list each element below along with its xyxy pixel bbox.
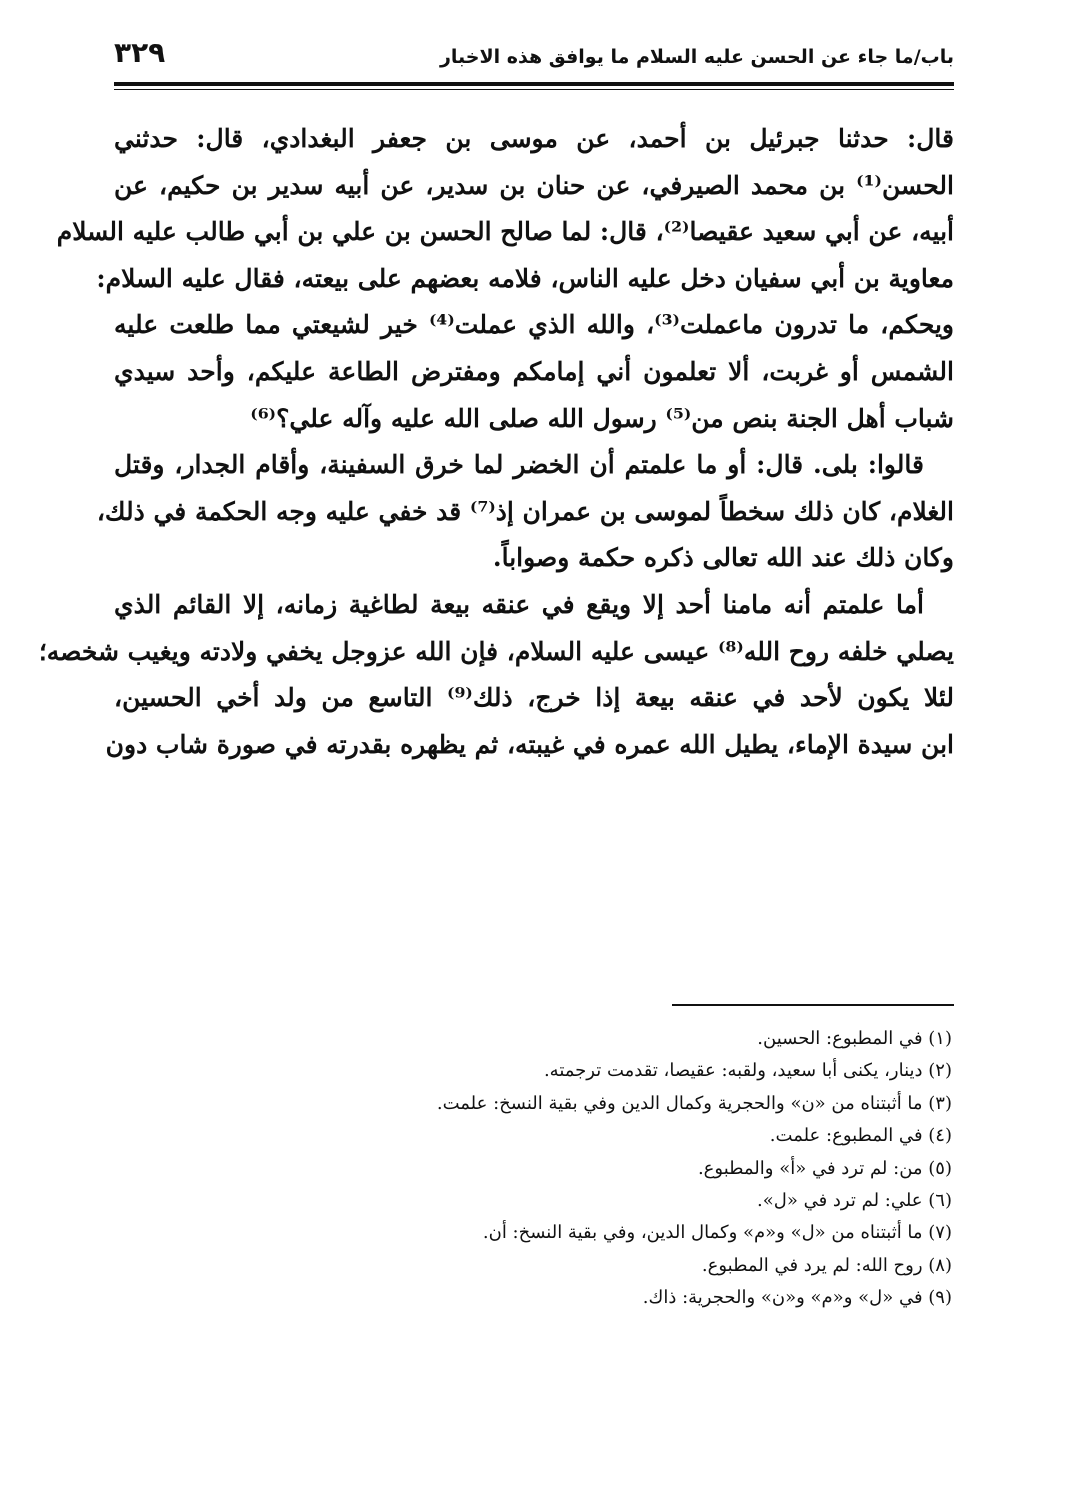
main-text xyxy=(38,116,955,768)
text-line: شباب أهل الجنة بنص من⁽⁵⁾ رسول الله صلى الله عليه وآله علي؟⁽⁶⁾ xyxy=(250,403,954,433)
footnote: (٩) في «ل» و«م» و«ن» والحجرية: ذاك. xyxy=(642,1287,952,1309)
paragraph-1 xyxy=(56,116,954,442)
text-line: قال: حدثنا جبرئيل بن أحمد، عن موسى بن جعفر البغدادي، قال: حدثني xyxy=(114,124,954,153)
text-line: ابن سيدة الإماء، يطيل الله عمره في غيبته، ثم يظهره بقدرته في صورة شاب دون xyxy=(105,729,954,759)
footnote: (٣) ما أثبتناه من «ن» والحجرية وكمال الدين وفي بقية النسخ: علمت. xyxy=(436,1092,952,1114)
text-line: وكان ذلك عند الله تعالى ذكره حكمة وصواباً. xyxy=(492,543,954,573)
text-line: ويحكم، ما تدرون ماعملت⁽³⁾، والله الذي عملت⁽⁴⁾ خير لشيعتي مما طلعت عليه xyxy=(114,310,954,340)
text-line: يصلي خلفه روح الله⁽⁸⁾ عيسى عليه السلام، فإن الله عزوجل يخفي ولادته ويغيب شخصه؛ xyxy=(38,636,954,666)
footnote: (٥) من: لم ترد في «أ» والمطبوع. xyxy=(697,1157,952,1179)
running-title: باب/ما جاء عن الحسن عليه السلام ما يوافق هذه الاخبار xyxy=(439,46,954,68)
header-rule-thick xyxy=(114,82,954,86)
footnote: (٧) ما أثبتناه من «ل» و«م» وكمال الدين، وفي بقية النسخ: أن. xyxy=(482,1222,952,1244)
text-line: الحسن⁽¹⁾ بن محمد الصيرفي، عن حنان بن سدير، عن أبيه سدير بن حكيم، عن xyxy=(114,170,954,200)
text-line: أبيه، عن أبي سعيد عقيصا⁽²⁾، قال: لما صالح الحسن بن علي بن أبي طالب عليه السلام xyxy=(56,217,954,247)
text-line: الشمس أو غربت، ألا تعلمون أني إمامكم ومفترض الطاعة عليكم، وأحد سيدي xyxy=(114,356,954,386)
header-rule-thin xyxy=(114,89,954,90)
text-line: لئلا يكون لأحد في عنقه بيعة إذا خرج، ذلك⁽⁹⁾ التاسع من ولد أخي الحسين، xyxy=(114,683,955,713)
footnote: (٨) روح الله: لم يرد في المطبوع. xyxy=(701,1254,952,1276)
footnote: (١) في المطبوع: الحسين. xyxy=(757,1028,952,1049)
footnote: (٦) علي: لم ترد في «ل». xyxy=(757,1190,952,1212)
text-line: معاوية بن أبي سفيان دخل عليه الناس، فلامه بعضهم على بيعته، فقال عليه السلام: xyxy=(96,263,954,293)
page-number: ٣٢٩ xyxy=(114,36,166,69)
text-line: قالوا: بلى. قال: أو ما علمتم أن الخضر لما خرق السفينة، وأقام الجدار، وقتل xyxy=(114,450,924,480)
paragraph-3 xyxy=(38,582,955,768)
text-line: الغلام، كان ذلك سخطاً لموسى بن عمران إذ⁽⁷⁾ قد خفي عليه وجه الحكمة في ذلك، xyxy=(96,496,954,526)
footnote-separator xyxy=(672,1004,954,1006)
footnotes xyxy=(114,1023,954,1315)
footnote: (٢) دينار، يكنى أبا سعيد، ولقبه: عقيصا، تقدمت ترجمته. xyxy=(543,1060,952,1082)
page-header xyxy=(114,36,954,92)
paragraph-2 xyxy=(96,442,954,582)
text-line: أما علمتم أنه مامنا أحد إلا ويقع في عنقه بيعة لطاغية زمانه، إلا القائم الذي xyxy=(114,589,924,619)
footnote: (٤) في المطبوع: علمت. xyxy=(769,1125,952,1147)
